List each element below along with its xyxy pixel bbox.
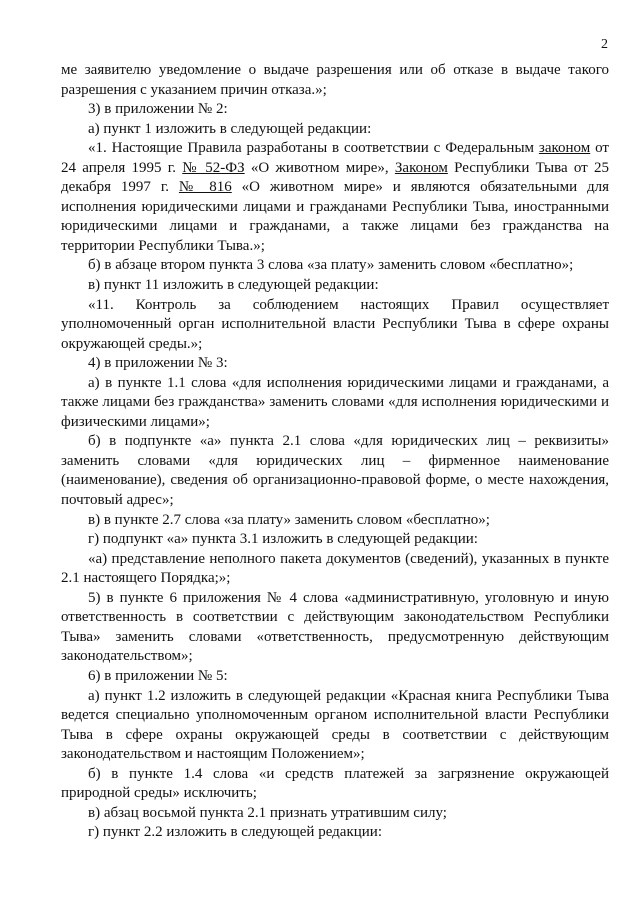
paragraph-text: Республики Тыва от 25 декабря 1997 г. [61, 159, 609, 196]
paragraph [61, 804, 609, 824]
paragraph [61, 687, 609, 765]
paragraph [61, 61, 609, 100]
paragraph-text: 6) в приложении № 5: [88, 667, 228, 684]
paragraph-text: 3) в приложении № 2: [88, 101, 228, 118]
paragraph-text: а) пункт 1 изложить в следующей редакции: [88, 120, 372, 137]
paragraph [61, 432, 609, 510]
paragraph [61, 823, 609, 843]
paragraph [61, 120, 609, 140]
paragraph-text: в) в пункте 2.7 слова «за плату» заменить словом «бесплатно»; [88, 511, 490, 528]
paragraph-text: от 24 апреля 1995 г. [61, 140, 609, 176]
paragraph-text: б) в абзаце втором пункта 3 слова «за плату» заменить словом «бесплатно»; [88, 257, 574, 274]
paragraph [61, 139, 609, 256]
paragraph-text: 5) в пункте 6 приложения № 4 слова «административную, уголовную и иную ответственность в соответствии с действующим законодательством Республики Тыва» заменить словами «ответственность, предусмотренную действующим законодательством»; [61, 589, 609, 665]
paragraph-text: а) пункт 1.2 изложить в следующей редакции «Красная книга Республики Тыва ведется специально уполномоченным органом исполнительной власти Республики Тыва в сфере охраны окружающей среды в соответствии с действующим законодательством и настоящим Положением»; [61, 687, 609, 763]
paragraph [61, 530, 609, 550]
paragraph [61, 100, 609, 120]
paragraph-text: а) в пункте 1.1 слова «для исполнения юридическими лицами и гражданами, а также лицами без гражданства» заменить словами «для исполнения юридическими и физическими лицами»; [61, 374, 609, 430]
legal-reference-link[interactable]: Законом [394, 159, 448, 176]
paragraph [61, 276, 609, 296]
paragraph-text: «а) представление неполного пакета документов (сведений), указанных в пункте 2.1 настоящего Порядка;»; [61, 550, 609, 587]
legal-reference-link[interactable]: законом [538, 140, 591, 157]
paragraph-text: в) абзац восьмой пункта 2.1 признать утратившим силу; [88, 804, 447, 821]
paragraph-text: б) в подпункте «а» пункта 2.1 слова «для юридических лиц – реквизиты» заменить словами «для юридических лиц – фирменное наименование (наименование), сведения об организационно-правовой форме, о месте нахождения, почтовый адрес»; [61, 433, 609, 509]
paragraph-text: в) пункт 11 изложить в следующей редакции: [88, 277, 379, 294]
page-number: 2 [601, 37, 608, 52]
legal-reference-link[interactable]: № 816 [178, 179, 232, 196]
paragraph-text: г) подпункт «а» пункта 3.1 изложить в следующей редакции: [88, 531, 478, 548]
legal-reference-link[interactable]: № 52-ФЗ [182, 159, 245, 176]
paragraph-text: «О животном мире» и являются обязательными для исполнения юридическими лицами и гражданами Республики Тыва, иностранными юридическими лицами и гражданами, а также лицами без гражданства на территории Республики Тыва.»; [61, 179, 609, 254]
paragraph-text: «1. Настоящие Правила разработаны в соответствии с Федеральным [88, 140, 539, 157]
paragraph [61, 296, 609, 355]
paragraph-text: г) пункт 2.2 изложить в следующей редакции: [88, 824, 382, 841]
paragraph [61, 765, 609, 804]
paragraph [61, 256, 609, 276]
paragraph [61, 374, 609, 433]
paragraph [61, 589, 609, 667]
paragraph-text: б) в пункте 1.4 слова «и средств платежей за загрязнение окружающей природной среды» исключить; [61, 765, 609, 802]
paragraph-text: «О животном мире», [244, 159, 395, 176]
paragraph [61, 550, 609, 589]
paragraph-text: 4) в приложении № 3: [88, 355, 228, 372]
paragraph-text: ме заявителю уведомление о выдаче разрешения или об отказе в выдаче такого разрешения с указанием причин отказа.»; [61, 62, 609, 98]
paragraph [61, 667, 609, 687]
document-body [61, 61, 609, 843]
paragraph [61, 354, 609, 374]
paragraph-text: «11. Контроль за соблюдением настоящих Правил осуществляет уполномоченный орган исполнительной власти Республики Тыва в сфере охраны окружающей среды.»; [61, 296, 609, 352]
paragraph [61, 511, 609, 531]
